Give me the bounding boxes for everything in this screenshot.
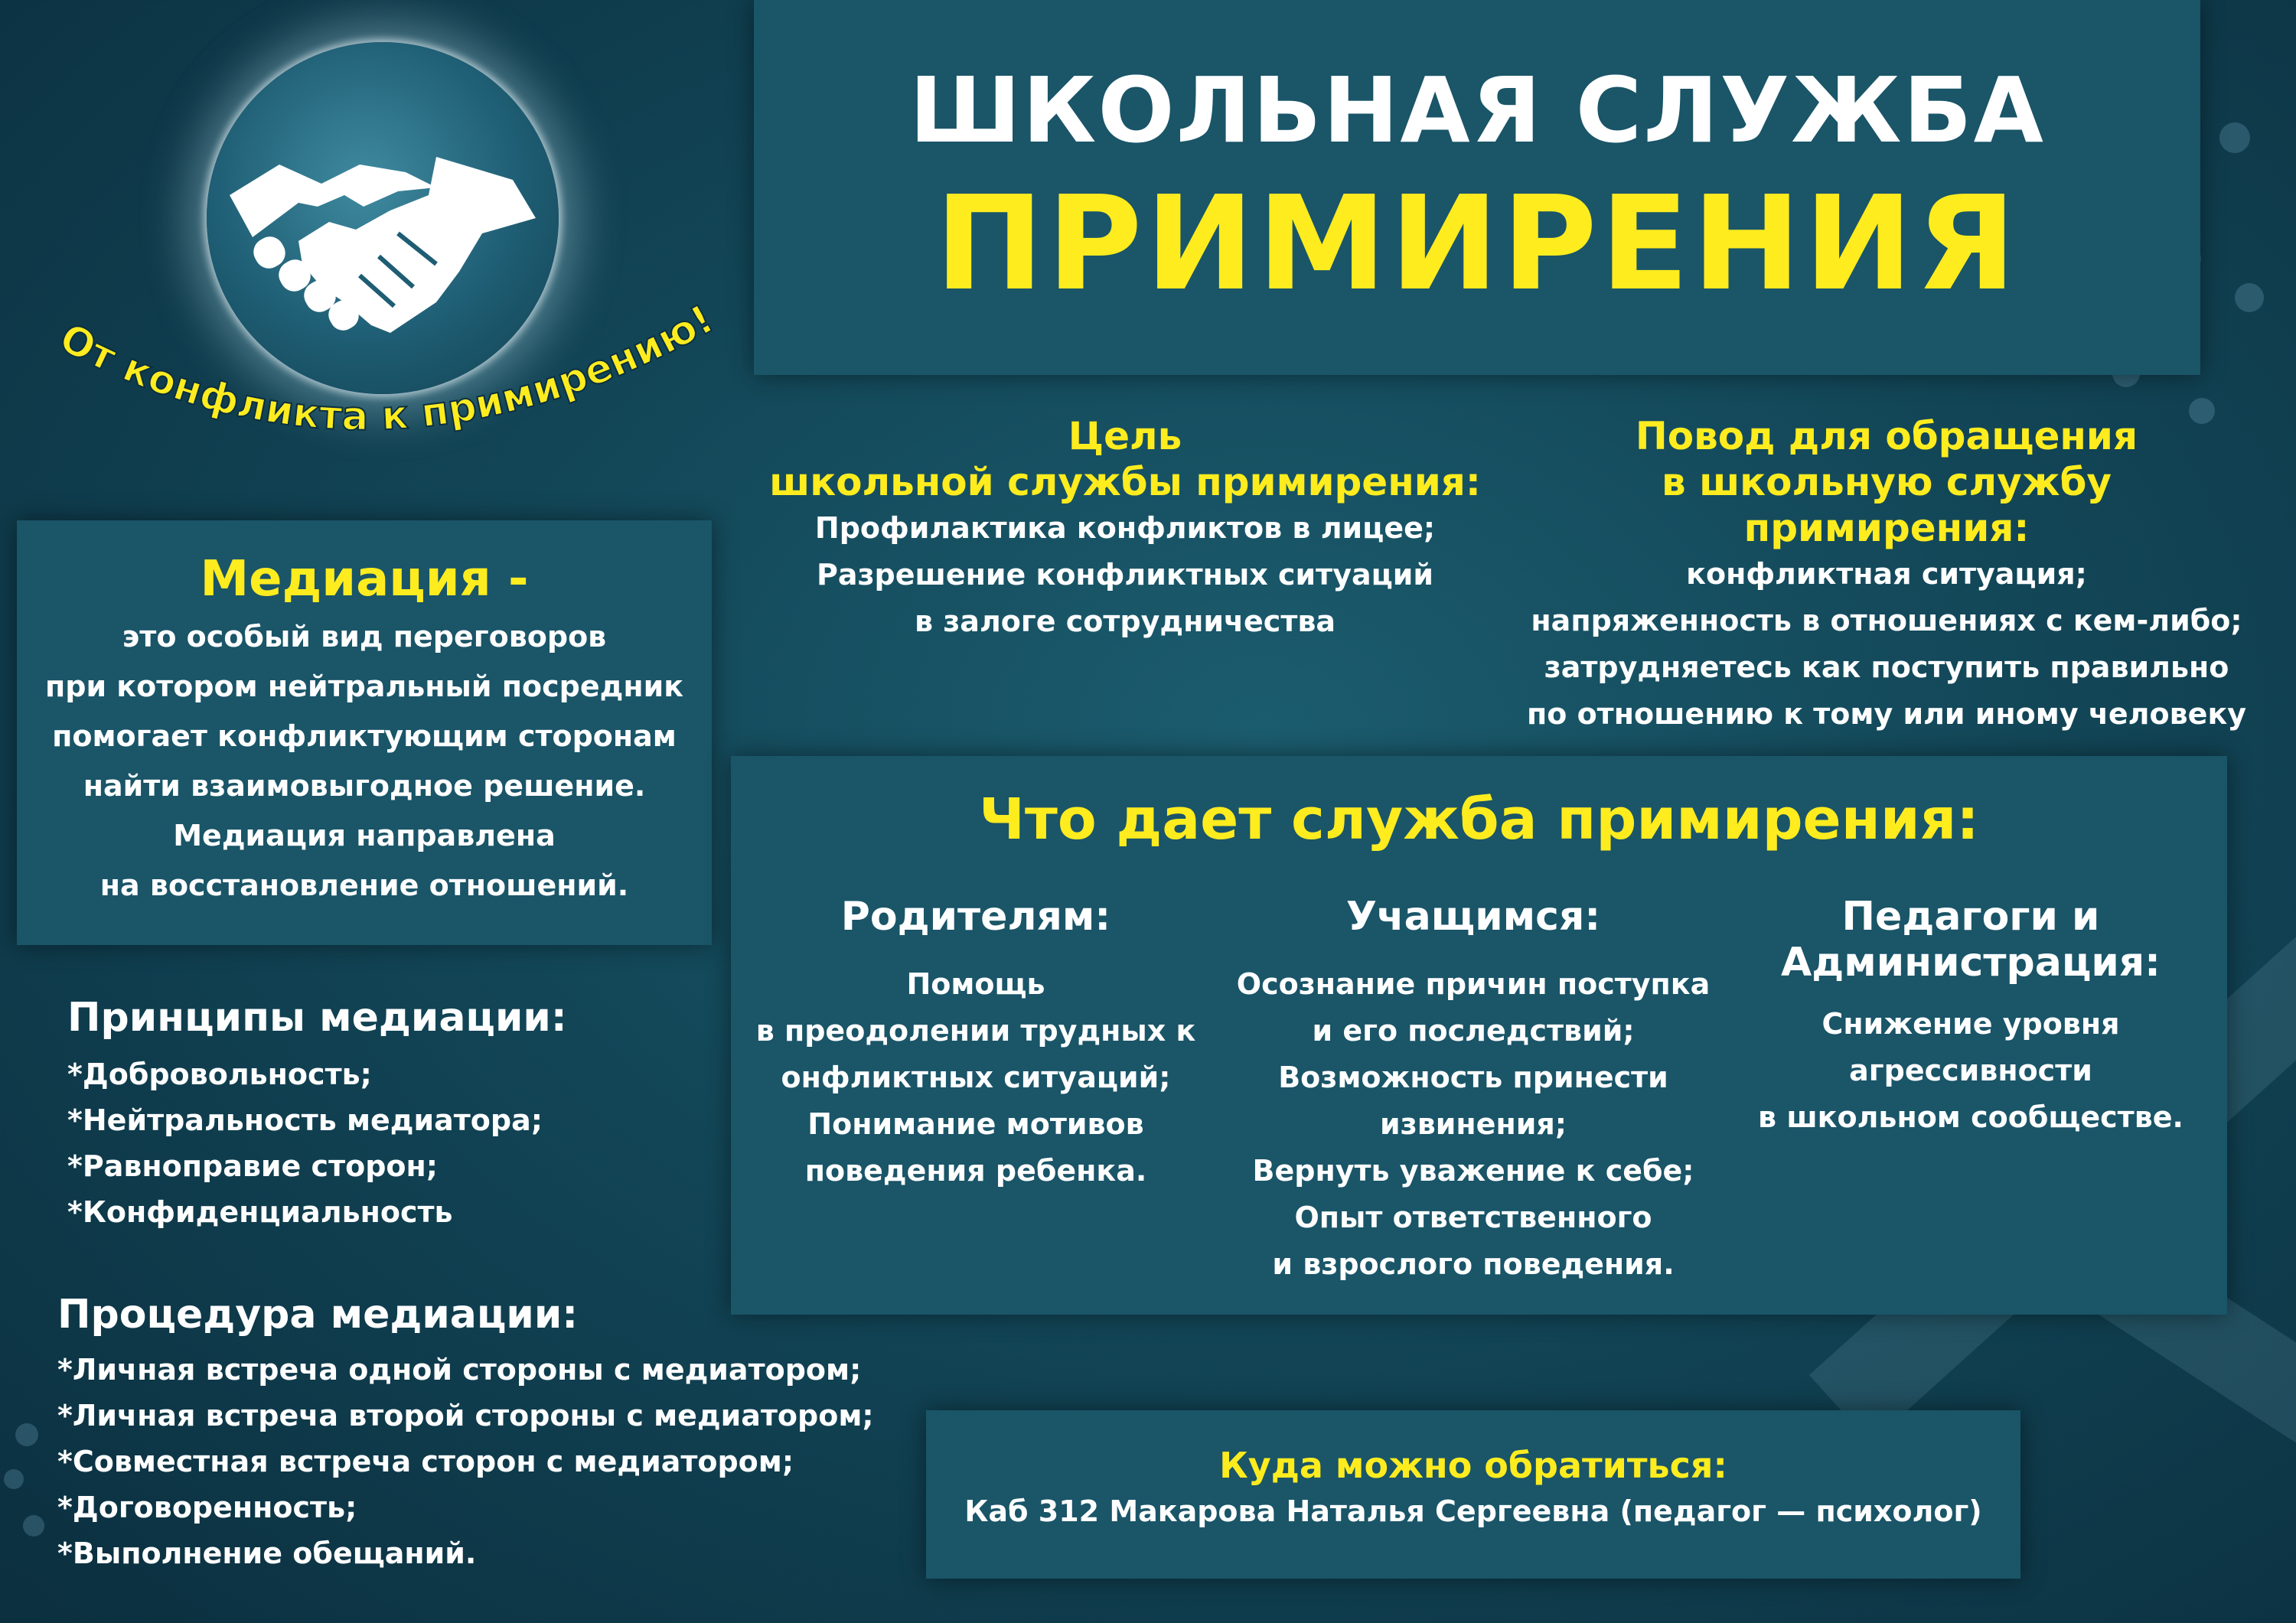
benefits-teachers bbox=[1741, 894, 2200, 1141]
text-line: помогает конфликтующим сторонам bbox=[52, 719, 677, 753]
text-line: при котором нейтральный посредник bbox=[44, 670, 683, 703]
contact-panel bbox=[926, 1410, 2020, 1579]
contact-text: Каб 312 Макарова Наталья Сергеевна (педагог — психолог) bbox=[964, 1494, 1982, 1528]
svg-text:От конфликта к примирению!: От конфликта к примирению! bbox=[51, 296, 722, 440]
text-line: Профилактика конфликтов в лицее; bbox=[814, 511, 1436, 545]
text-line: Снижение уровня bbox=[1821, 1007, 2120, 1041]
mediation-title: Медиация - bbox=[200, 551, 529, 608]
text-line: Возможность принести bbox=[1278, 1061, 1668, 1094]
list-item: *Личная встреча одной стороны с медиатором; bbox=[57, 1353, 862, 1387]
procedure-section bbox=[57, 1292, 899, 1576]
reason-heading-line2: в школьную службу примирения: bbox=[1662, 460, 2112, 550]
benefits-panel bbox=[731, 756, 2227, 1315]
teachers-title bbox=[1741, 894, 2200, 986]
text-line: затрудняетесь как поступить правильно bbox=[1544, 650, 2229, 684]
text-line: в залоге сотрудничества bbox=[914, 605, 1336, 638]
reason-section bbox=[1519, 413, 2254, 738]
text-line: Понимание мотивов bbox=[807, 1107, 1144, 1141]
list-item: *Выполнение обещаний. bbox=[57, 1537, 477, 1570]
text-line: это особый вид переговоров bbox=[122, 620, 607, 653]
list-item: *Конфиденциальность bbox=[67, 1195, 453, 1229]
text-line: и взрослого поведения. bbox=[1272, 1247, 1675, 1281]
text-line: и его последствий; bbox=[1312, 1014, 1635, 1048]
list-item: *Нейтральность медиатора; bbox=[67, 1103, 543, 1137]
goal-heading-line2: школьной службы примирения: bbox=[769, 460, 1481, 504]
text-line: в школьном сообществе. bbox=[1758, 1100, 2183, 1134]
header-panel bbox=[754, 0, 2200, 375]
page-title-line1: ШКОЛЬНАЯ СЛУЖБА bbox=[909, 57, 2045, 163]
text-line: Осознание причин поступка bbox=[1236, 967, 1711, 1001]
text-line: Опыт ответственного bbox=[1294, 1201, 1652, 1234]
text-line: Разрешение конфликтных ситуаций bbox=[816, 558, 1434, 592]
procedure-title: Процедура медиации: bbox=[57, 1292, 579, 1338]
text-line: извинения; bbox=[1380, 1107, 1567, 1141]
benefits-title: Что дает служба примирения: bbox=[979, 787, 1979, 852]
text-line: напряженность в отношениях с кем-либо; bbox=[1531, 604, 2242, 637]
mediation-panel bbox=[17, 520, 712, 945]
teachers-title-line1: Педагоги и bbox=[1841, 894, 2100, 940]
benefits-students bbox=[1228, 894, 1718, 1288]
slogan bbox=[15, 275, 765, 520]
contact-title: Куда можно обратиться: bbox=[1219, 1445, 1727, 1486]
list-item: *Договоренность; bbox=[57, 1491, 357, 1524]
teachers-title-line2: Администрация: bbox=[1781, 940, 2161, 986]
list-item: *Совместная встреча сторон с медиатором; bbox=[57, 1445, 794, 1478]
parents-title: Родителям: bbox=[840, 894, 1111, 940]
text-line: Медиация направлена bbox=[173, 819, 556, 852]
text-line: найти взаимовыгодное решение. bbox=[83, 769, 646, 803]
text-line: конфликтная ситуация; bbox=[1686, 557, 2087, 591]
principles-title: Принципы медиации: bbox=[67, 995, 567, 1041]
students-title: Учащимся: bbox=[1345, 894, 1601, 940]
text-line: онфликтных ситуаций; bbox=[781, 1061, 1171, 1094]
text-line: Вернуть уважение к себе; bbox=[1252, 1154, 1694, 1188]
reason-heading-line1: Повод для обращения bbox=[1635, 414, 2138, 458]
goal-heading-line1: Цель bbox=[1068, 414, 1182, 458]
list-item: *Добровольность; bbox=[67, 1058, 372, 1091]
text-line: поведения ребенка. bbox=[804, 1154, 1147, 1188]
list-item: *Равноправие сторон; bbox=[67, 1149, 438, 1183]
text-line: по отношению к тому или иному человеку bbox=[1526, 697, 2247, 731]
text-line: в преодолении трудных к bbox=[755, 1014, 1196, 1048]
list-item: *Личная встреча второй стороны с медиатором; bbox=[57, 1399, 874, 1432]
mediation-text bbox=[17, 612, 712, 911]
benefits-parents bbox=[746, 894, 1205, 1194]
principles-section bbox=[67, 995, 680, 1235]
text-line: Помощь bbox=[906, 967, 1045, 1001]
goal-section bbox=[765, 413, 1485, 645]
text-line: агрессивности bbox=[1849, 1054, 2092, 1087]
page-title-line2: ПРИМИРЕНИЯ bbox=[934, 168, 2020, 320]
text-line: на восстановление отношений. bbox=[99, 869, 629, 902]
